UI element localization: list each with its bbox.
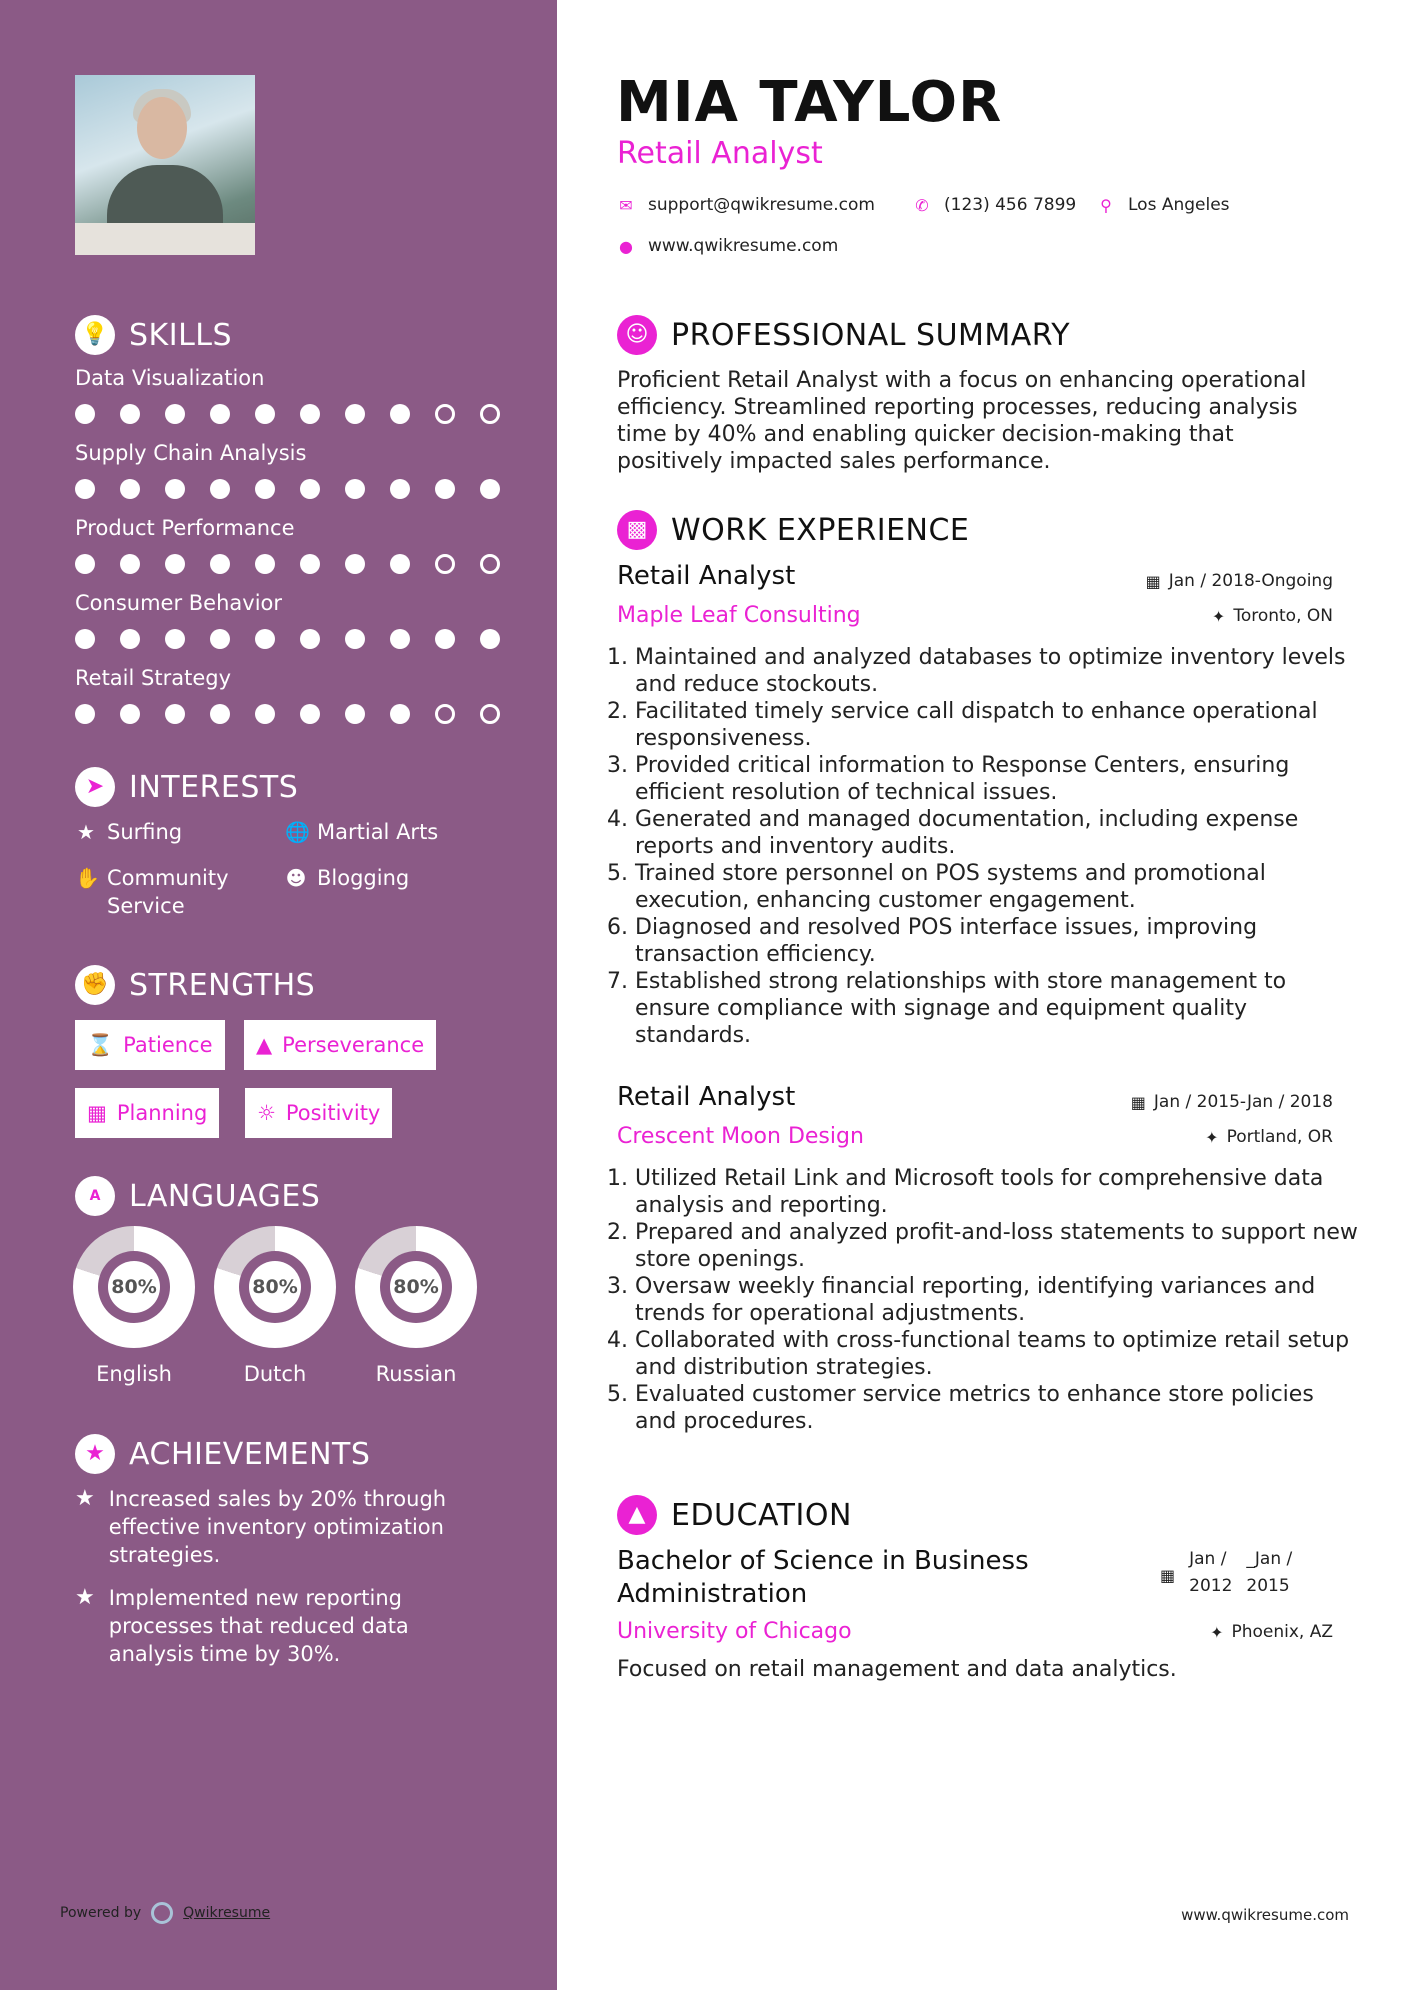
map-pin-icon: ⚲ [1100,195,1112,215]
interest-item: ☻ Blogging [285,866,410,890]
contact-website: ● www.qwikresume.com [614,236,838,256]
skills-heading: 💡 SKILLS [75,315,232,355]
road-icon: ▲ [256,1033,273,1057]
contact-phone: ✆ (123) 456 7899 [910,195,1076,215]
strength-badge: ▲ Perseverance [244,1020,436,1070]
duty-item: 5. Trained store personnel on POS systems and promotional execution, enhancing customer engagement. [635,860,1360,914]
graduation-cap-icon: ▲ [617,1495,657,1535]
language-percent: 80% [390,1261,442,1313]
duty-item: 6. Diagnosed and resolved POS interface issues, improving transaction efficiency. [635,914,1360,968]
job-title: Retail Analyst [617,1082,796,1112]
skill-name: Retail Strategy [75,666,231,690]
users-icon: ☻ [285,866,307,890]
job-dates: ▦ Jan / 2015-Jan / 2018 [1130,1092,1333,1112]
contact-location: ⚲ Los Angeles [1094,195,1230,215]
language-percent: 80% [108,1261,160,1313]
star-icon: ★ [75,1486,95,1511]
qwikresume-link[interactable]: Qwikresume [183,1905,271,1921]
footer-url[interactable]: www.qwikresume.com [1181,1906,1349,1924]
achievement-item: ★ Increased sales by 20% through effective inventory optimization strategies. [75,1486,447,1567]
duty-item: 5. Evaluated customer service metrics to enhance store policies and procedures. [635,1381,1360,1435]
job-location: ✦ Toronto, ON [1211,606,1333,626]
summary-text: Proficient Retail Analyst with a focus on enhancing operational efficiency. Streamlined reporting processes, reducing analysis time by 40% and enabling quicker decision-making that positively impacted sales performance. [617,368,1307,474]
company-name: Maple Leaf Consulting [617,603,861,628]
duty-item: 2. Facilitated timely service call dispatch to enhance operational responsiveness. [635,698,1360,752]
interests-heading: ➤ INTERESTS [75,767,298,807]
language-icon: A [75,1176,115,1216]
duty-item: 7. Established strong relationships with store management to ensure compliance with signage and equipment quality standards. [635,968,1360,1049]
duty-item: 4. Collaborated with cross-functional teams to optimize retail setup and distribution strategies. [635,1327,1360,1381]
phone-icon: ✆ [915,195,929,215]
achievements-heading: ★ ACHIEVEMENTS [75,1434,370,1474]
strengths-heading: ✊ STRENGTHS [75,965,315,1005]
skill-name: Supply Chain Analysis [75,441,307,465]
language-name: English [96,1362,172,1386]
education-location: ✦ Phoenix, AZ [1210,1622,1333,1642]
company-name: Crescent Moon Design [617,1124,864,1149]
duty-item: 4. Generated and managed documentation, including expense reports and inventory audits. [635,806,1360,860]
duty-item: 2. Prepared and analyzed profit-and-loss statements to support new store openings. [635,1219,1360,1273]
powered-by: Powered by Qwikresume [60,1902,270,1924]
strength-badge: ▦ Planning [75,1088,219,1138]
skill-name: Consumer Behavior [75,591,283,615]
language-percent: 80% [249,1261,301,1313]
education-degree: Bachelor of Science in Business Administration [617,1546,1029,1609]
job-dates: ▦ Jan / 2018-Ongoing [1145,571,1333,591]
school-name: University of Chicago [617,1619,852,1644]
education-heading: ▲ EDUCATION [617,1495,852,1535]
pin-icon: ✦ [1210,1622,1224,1642]
calendar-icon: ▦ [87,1101,107,1125]
user-icon: ☺ [617,315,657,355]
interest-item: ✋ Community Service [75,866,229,918]
summary-heading: ☺ PROFESSIONAL SUMMARY [617,315,1070,355]
hourglass-icon: ⌛ [87,1032,114,1057]
sun-icon: ☼ [257,1101,276,1125]
achievement-item: ★ Implemented new reporting processes that reduced data analysis time by 30%. [75,1585,409,1666]
calendar-icon: ▦ [1130,1092,1146,1112]
job-duties [617,644,1360,1049]
star-badge-icon: ★ [75,1434,115,1474]
pin-icon: ✦ [1205,1127,1219,1147]
globe-icon: ● [619,236,633,256]
duty-item: 1. Utilized Retail Link and Microsoft tools for comprehensive data analysis and reporting. [635,1165,1360,1219]
duty-item: 3. Oversaw weekly financial reporting, identifying variances and trends for operational adjustments. [635,1273,1360,1327]
education-dates: ▦ Jan / 2012 _Jan / 2015 [1160,1546,1292,1600]
star-icon: ★ [75,1585,95,1610]
candidate-name: MIA TAYLOR [616,70,1003,135]
fist-icon: ✊ [75,965,115,1005]
job-duties [617,1165,1360,1435]
calendar-icon: ▦ [1145,571,1161,591]
lightbulb-icon: 💡 [75,315,115,355]
interest-item: ★ Surfing [75,818,182,846]
duty-item: 1. Maintained and analyzed databases to optimize inventory levels and reduce stockouts. [635,644,1360,698]
star-icon: ★ [77,820,95,844]
skill-name: Data Visualization [75,366,265,390]
office-chair-icon: ▩ [617,510,657,550]
contact-email: ✉ support@qwikresume.com [614,195,875,215]
skill-name: Product Performance [75,516,295,540]
languages-heading: A LANGUAGES [75,1176,320,1216]
language-name: Dutch [243,1362,307,1386]
education-description: Focused on retail management and data analytics. [617,1657,1177,1682]
interest-item: 🌐 Martial Arts [285,820,439,844]
paper-plane-icon: ➤ [75,767,115,807]
language-name: Russian [375,1362,457,1386]
calendar-icon: ▦ [1160,1566,1176,1585]
job-location: ✦ Portland, OR [1205,1127,1333,1147]
strength-badge: ☼ Positivity [245,1088,392,1138]
pin-icon: ✦ [1211,606,1226,626]
globe-icon: 🌐 [285,820,310,844]
experience-heading: ▩ WORK EXPERIENCE [617,510,969,550]
envelope-icon: ✉ [619,195,633,215]
hand-icon: ✋ [75,866,100,890]
duty-item: 3. Provided critical information to Response Centers, ensuring efficient resolution of technical issues. [635,752,1360,806]
strength-badge: ⌛ Patience [75,1020,225,1070]
job-title: Retail Analyst [617,561,796,591]
candidate-role: Retail Analyst [617,136,823,171]
